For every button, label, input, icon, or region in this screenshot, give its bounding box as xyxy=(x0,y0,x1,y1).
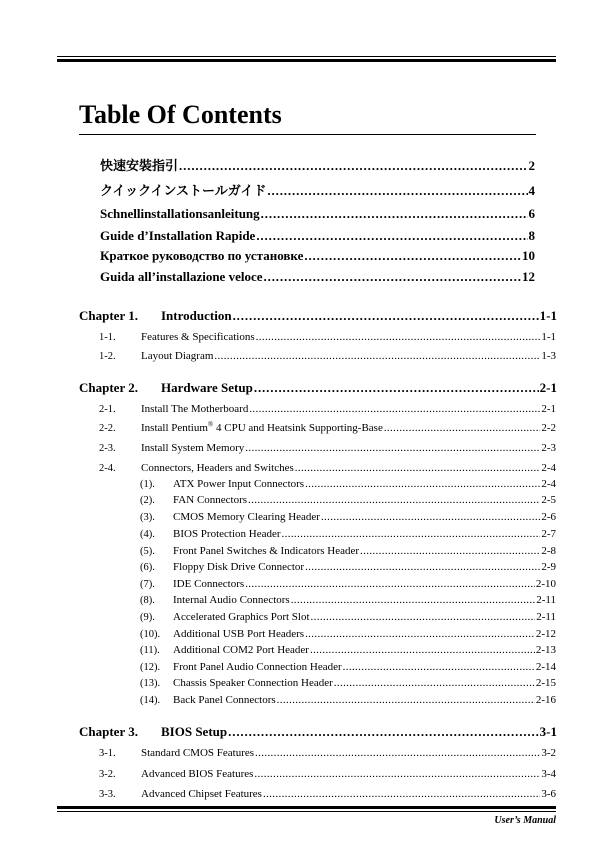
toc-entry-intl[interactable]: Guide d’Installation Rapide . . . 8 xyxy=(100,228,535,244)
toc-subsection[interactable]: (4). BIOS Protection Header . . . 2-7 xyxy=(140,526,556,543)
toc-chapter-2[interactable]: Chapter 2. Hardware Setup . . . 2-1 xyxy=(79,380,557,396)
toc-section[interactable]: 3-2. Advanced BIOS Features . . . 3-4 xyxy=(99,766,556,783)
toc-entry-intl[interactable]: Schnellinstallationsanleitung . . . 6 xyxy=(100,206,535,222)
toc-section[interactable]: 2-4. Connectors, Headers and Switches . . . 2-4 xyxy=(99,460,556,477)
toc-subsection[interactable]: (7). IDE Connectors . . . 2-10 xyxy=(140,576,556,593)
toc-section[interactable]: 3-3. Advanced Chipset Features . . . 3-6 xyxy=(99,786,556,803)
toc-section[interactable]: 1-2. Layout Diagram . . . 1-3 xyxy=(99,348,556,365)
bottom-rule-thin xyxy=(57,811,556,812)
toc-chapter-1[interactable]: Chapter 1. Introduction . . . 1-1 xyxy=(79,308,557,324)
toc-subsection[interactable]: (10). Additional USB Port Headers . . . 2-12 xyxy=(140,626,556,643)
toc-section[interactable]: 3-1. Standard CMOS Features . . . 3-2 xyxy=(99,745,556,762)
footer-manual-label: User’s Manual xyxy=(494,815,556,826)
toc-subsection[interactable]: (6). Floppy Disk Drive Connector . . . 2-9 xyxy=(140,559,556,576)
page-title: Table Of Contents xyxy=(79,100,282,129)
toc-entry-intl[interactable]: 快速安裝指引 . . . 2 xyxy=(100,158,535,174)
toc-subsection[interactable]: (1). ATX Power Input Connectors . . . 2-4 xyxy=(140,476,556,493)
toc-section[interactable]: 1-1. Features & Specifications . . . 1-1 xyxy=(99,329,556,346)
toc-section[interactable]: 2-1. Install The Motherboard . . . 2-1 xyxy=(99,401,556,418)
toc-subsection[interactable]: (5). Front Panel Switches & Indicators Header . . . 2-8 xyxy=(140,543,556,560)
toc-subsection[interactable]: (12). Front Panel Audio Connection Header . . . 2-14 xyxy=(140,659,556,676)
top-rule-thick xyxy=(57,59,556,62)
toc-subsection[interactable]: (3). CMOS Memory Clearing Header . . . 2-6 xyxy=(140,509,556,526)
toc-subsection[interactable]: (9). Accelerated Graphics Port Slot . . . 2-11 xyxy=(140,609,556,626)
toc-chapter-3[interactable]: Chapter 3. BIOS Setup . . . 3-1 xyxy=(79,724,557,740)
toc-subsection[interactable]: (8). Internal Audio Connectors . . . 2-11 xyxy=(140,592,556,609)
toc-subsection[interactable]: (2). FAN Connectors . . . 2-5 xyxy=(140,492,556,509)
toc-subsection[interactable]: (14). Back Panel Connectors . . . 2-16 xyxy=(140,692,556,709)
toc-entry-intl[interactable]: クイックインストールガイド . . . 4 xyxy=(100,183,535,199)
toc-entry-intl[interactable]: Guida all’installazione veloce . . . 12 xyxy=(100,269,535,285)
toc-section[interactable]: 2-3. Install System Memory . . . 2-3 xyxy=(99,440,556,457)
toc-subsection[interactable]: (11). Additional COM2 Port Header . . . 2-13 xyxy=(140,642,556,659)
title-underline xyxy=(79,134,536,135)
toc-section[interactable]: 2-2. Install Pentium® 4 CPU and Heatsink Supporting-Base . . . 2-2 xyxy=(99,420,556,437)
toc-subsection[interactable]: (13). Chassis Speaker Connection Header . . . 2-15 xyxy=(140,675,556,692)
bottom-rule-thick xyxy=(57,806,556,809)
top-rule-thin xyxy=(57,56,556,57)
toc-entry-intl[interactable]: Краткое руководство по установке . . . 10 xyxy=(100,248,535,264)
